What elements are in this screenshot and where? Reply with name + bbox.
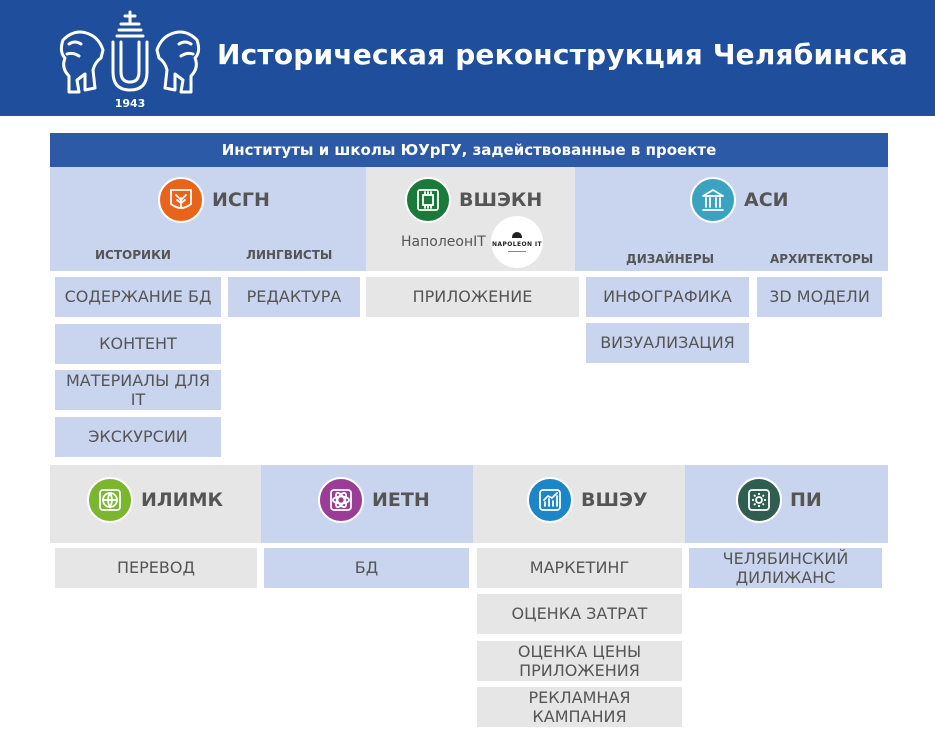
columns-building-icon <box>699 186 727 214</box>
pi-abbr: ПИ <box>790 489 822 511</box>
ilimk-badge <box>87 477 133 523</box>
vshekn-abbr: ВШЭКН <box>459 189 543 211</box>
napoleon-it-logo <box>491 216 543 268</box>
task-editing: РЕДАКТУРА <box>228 277 360 317</box>
architects-label: АРХИТЕКТОРЫ <box>770 252 874 266</box>
vsheu-institute <box>527 477 648 523</box>
gear-icon <box>745 486 773 514</box>
vsheu-badge <box>527 477 573 523</box>
header <box>0 0 935 116</box>
task-it-materials: МАТЕРИАЛЫ ДЛЯ IT <box>55 370 221 410</box>
chip-icon <box>414 186 442 214</box>
task-content: КОНТЕНТ <box>55 324 221 364</box>
globe-icon <box>96 486 124 514</box>
task-infographics: ИНФОГРАФИКА <box>586 277 749 317</box>
isgn-abbr: ИСГН <box>212 189 270 211</box>
atom-icon <box>327 486 355 514</box>
task-db: БД <box>264 548 469 588</box>
asi-institute <box>690 177 789 223</box>
vshekn-badge <box>405 177 451 223</box>
logo-year: 1943 <box>114 97 146 110</box>
tree-people-icon <box>167 186 195 214</box>
task-translation: ПЕРЕВОД <box>55 548 257 588</box>
task-3d-models: 3D МОДЕЛИ <box>757 277 882 317</box>
task-app-price: ОЦЕНКА ЦЕНЫ ПРИЛОЖЕНИЯ <box>477 641 682 681</box>
university-logo-icon <box>55 10 205 110</box>
asi-badge <box>690 177 736 223</box>
napoleon-logo-text: NAPOLEON IT <box>491 241 543 248</box>
task-db-content: СОДЕРЖАНИЕ БД <box>55 277 221 317</box>
isgn-institute <box>158 177 270 223</box>
partner-name: НаполеонIT <box>401 234 486 250</box>
task-app: ПРИЛОЖЕНИЕ <box>366 277 579 317</box>
task-marketing: МАРКЕТИНГ <box>477 548 682 588</box>
ietn-institute <box>318 477 430 523</box>
asi-abbr: АСИ <box>744 189 789 211</box>
linguists-label: ЛИНГВИСТЫ <box>246 248 333 262</box>
designers-label: ДИЗАЙНЕРЫ <box>626 252 715 266</box>
task-visualization: ВИЗУАЛИЗАЦИЯ <box>586 323 749 363</box>
isgn-badge <box>158 177 204 223</box>
task-chelyabinsk-stagecoach: ЧЕЛЯБИНСКИЙ ДИЛИЖАНС <box>689 548 882 588</box>
page-title: Историческая реконструкция Челябинска <box>217 38 908 71</box>
ilimk-institute <box>87 477 223 523</box>
task-excursions: ЭКСКУРСИИ <box>55 417 221 457</box>
napoleon-hat-icon <box>512 232 522 238</box>
chart-icon <box>536 486 564 514</box>
vsheu-abbr: ВШЭУ <box>581 489 648 511</box>
ietn-abbr: ИЕТН <box>372 489 430 511</box>
pi-badge <box>736 477 782 523</box>
section-banner: Институты и школы ЮУрГУ, задействованные в проекте <box>50 133 888 167</box>
historians-label: ИСТОРИКИ <box>95 248 171 262</box>
task-cost-estimate: ОЦЕНКА ЗАТРАТ <box>477 594 682 634</box>
pi-institute <box>736 477 822 523</box>
task-ad-campaign: РЕКЛАМНАЯ КАМПАНИЯ <box>477 687 682 727</box>
ietn-badge <box>318 477 364 523</box>
ilimk-abbr: ИЛИМК <box>141 489 224 511</box>
